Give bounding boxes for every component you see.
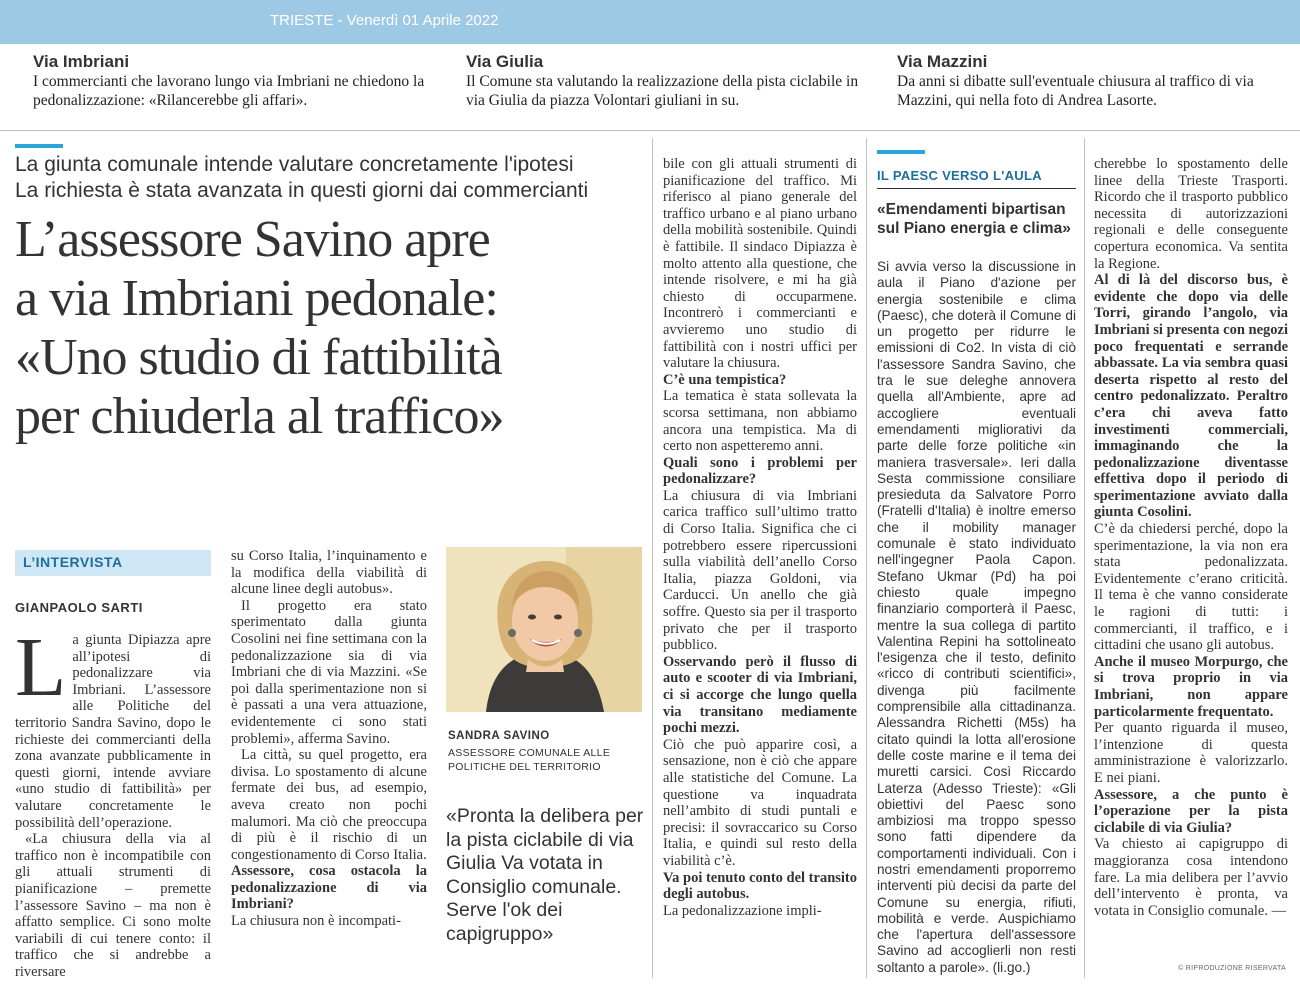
article-column-3 <box>663 156 857 919</box>
author-byline: GIANPAOLO SARTI <box>15 600 143 615</box>
interview-question: Al di là del discorso bus, è evidente che dopo via delle Torri, girando l’angolo, via Imbriani si presenta con negozi poco frequentati e serrande abbassate. La via sembra quasi deserta rispetto al resto del centro pedonalizzato. Peraltro c’era chi aveva fatto investimenti commerciali, immaginando che la pedonalizzazione diventasse effettiva dopo il periodo di sperimentazione avviato dalla giunta Cosolini. <box>1094 272 1288 521</box>
dropcap: L <box>15 621 67 714</box>
article-column-1 <box>15 621 211 980</box>
sidebar-title: «Emendamenti bipartisan sul Piano energia e clima» <box>877 201 1071 237</box>
interview-question: Quali sono i problemi per pedonalizzare? <box>663 454 857 488</box>
sidebar-accent-rule <box>877 150 925 154</box>
copyright-notice: © RIPRODUZIONE RISERVATA <box>1178 965 1286 972</box>
interview-question: Va poi tenuto conto del transito degli autobus. <box>663 869 858 903</box>
paragraph: Per quanto riguarda il museo, l’intenzione di questa amministrazione è valorizzarlo. E nei piani. <box>1094 720 1288 786</box>
teaser-body: I commercianti che lavorano lungo via Imbriani ne chiedono la pedonalizzazione: «Rilancerebbe gli affari». <box>33 73 425 109</box>
sidebar-label: IL PAESC VERSO L'AULA <box>877 168 1042 183</box>
column-divider <box>1084 138 1085 978</box>
interview-question: Assessore, cosa ostacola la pedonalizzazione di via Imbriani? <box>231 863 427 913</box>
paragraph: Il progetto era stato sperimentato dalla giunta Cosolini nei fine settimana con la pedonalizzazione sia di via Imbriani che di via Mazzini. «Se poi dalla sperimentazione non si è passati a una vera attuazione, evidentemente ci sono stati problemi», afferma Savino. <box>231 597 427 747</box>
article-headline <box>15 210 645 446</box>
paragraph: Va chiesto ai capigruppo di maggioranza cosa intendono fare. La mia delibera per l’avvio dell’intervento è pronta, va votata in Consiglio comunale. — <box>1094 836 1288 919</box>
section-label-text: L’INTERVISTA <box>23 554 123 570</box>
paragraph: La chiusura non è incompati- <box>231 913 401 930</box>
paragraph: La tematica è stata sollevata la scorsa settimana, non abbiamo ancora una tempistica. Ma di certo non aspetteremo anni. <box>663 388 857 455</box>
pull-quote: «Pronta la delibera per la pista ciclabile di via Giulia Va votata in Consiglio comunale. Serve l'ok dei capigruppo» <box>446 805 644 945</box>
lead-text: a giunta Dipiazza apre all’ipotesi di pedonalizzare via Imbriani. L’assessore alle Politiche del territorio Sandra Savino, dopo le richieste dei commercianti della zona avanzate pubblicamente in questi giorni, intende avviare «uno studio di fattibilità» per valutare concretamente le possibilità dell’operazione. <box>15 632 211 831</box>
dateline: TRIESTE - Venerdì 01 Aprile 2022 <box>270 12 499 29</box>
photo-caption-role: ASSESSORE COMUNALE ALLE POLITICHE DEL TERRITORIO <box>448 747 611 773</box>
teaser-via-mazzini <box>897 52 1267 110</box>
teaser-title: Via Mazzini <box>897 52 988 71</box>
headline-line: per chiuderla al traffico» <box>15 388 504 445</box>
interview-question: C’è una tempistica? <box>663 371 787 388</box>
interview-question: Anche il museo Morpurgo, che si trova proprio in via Imbriani, non appare particolarmente frequentato. <box>1094 653 1288 720</box>
headline-line: «Uno studio di fattibilità <box>15 329 502 386</box>
portrait-illustration <box>446 547 642 712</box>
paragraph: cherebbe lo spostamento delle linee della Trieste Trasporti. Ricordo che il trasporto pubblico necessita di autorizzazioni regionali e delle conseguente copertura economica. Va sentita la Regione. <box>1094 156 1288 272</box>
kicker-accent-rule <box>15 144 63 148</box>
photo-caption-name: SANDRA SAVINO <box>448 730 550 742</box>
headline-line: L’assessore Savino apre <box>15 211 490 268</box>
teaser-title: Via Imbriani <box>33 52 130 71</box>
portrait-photo <box>446 547 642 712</box>
paragraph: «La chiusura della via al traffico non è incompatibile con gli attuali strumenti di pianificazione – premette l’assessore Savino – ma non è affatto semplice. Ci sono molte variabili di cui tenere conto: il traffico che si andrebbe a riversare <box>15 831 211 980</box>
paragraph: su Corso Italia, l’inquinamento e la modifica della viabilità di alcune linee degli autobus». <box>231 548 427 598</box>
paragraph: C’è da chiedersi perché, dopo la sperimentazione, la via non era stata pedonalizzata. Evidentemente c’erano criticità. Il tema è che vanno considerate le ragioni di tutti: i commercianti, il traffico, e i cittadini che usano gli autobus. <box>1094 521 1288 654</box>
article-column-2 <box>231 548 427 930</box>
interview-question: Assessore, a che punto è l’operazione per la pista ciclabile di via Giulia? <box>1094 786 1288 836</box>
teaser-title: Via Giulia <box>466 52 544 71</box>
paragraph: La pedonalizzazione impli- <box>663 902 822 919</box>
headline-line: a via Imbriani pedonale: <box>15 270 498 327</box>
sidebar-body: Si avvia verso la discussione in aula il Piano d'azione per energia sostenibile e clima (Paesc), che doterà il Comune di un progetto per ridurre le emissioni di Co2. In vista di ciò l'assessore Sandra Savino, che tra le sue deleghe annovera quella all'Ambiente, apre ad accogliere eventuali emendamenti migliorativi da parte delle forze politiche «in maniera trasversale». Ieri dalla Sesta commissione consiliare presieduta da Salvatore Porro (Fratelli d'Italia) è inoltre emerso che il mobility manager comunale è stato individuato nell'ingegner Paola Capon. Stefano Ukmar (Pd) ha poi chiesto quale impegno finanziario comporterà il Paesc, mentre la sua collega di partito Valentina Repini ha sottolineato l'esigenza che il testo, definito «ricco di contributi scientifici», divenga più facilmente comprensibile alla cittadinanza. Alessandra Richetti (M5s) ha citato quindi la lotta all'erosione delle coste marine e il tema dei muretti carsici. Così Riccardo Laterza (Adesso Trieste): «Gli obiettivi del Paesc sono ambiziosi ma troppo spesso sono fatti dipendere da comportamenti individuali. Con i nostri emendamenti proporremo interventi più decisi da parte del Comune su energia, rifiuti, mobilità e verde. Auspichiamo che l'apertura dell'assessore Savino ad accoglierli non resti soltanto a parole». (li.go.) <box>877 259 1076 975</box>
paragraph: bile con gli attuali strumenti di pianificazione del traffico. Mi riferisco al piano generale del traffico urbano e al piano urbano della mobilità sostenibile. Quindi è fattibile. Il sindaco Dipiazza è molto attento alla questione, che intende risolvere, e mi ha già chiesto di occuparmene. Incontrerò i commercianti e avvieremo uno studio di fattibilità con i nostri uffici per valutare la chiusura. <box>663 156 857 372</box>
kicker-line: La giunta comunale intende valutare concretamente l'ipotesi <box>15 153 574 176</box>
article-column-5 <box>1094 156 1288 919</box>
article-kicker <box>15 152 635 204</box>
section-label <box>15 550 211 576</box>
paragraph: La città, su quel progetto, era divisa. Lo spostamento di alcune fermate dei bus, ad esempio, aveva creato non pochi malumori. Ma ciò che preoccupa di più è il rischio di un congestionamento di Corso Italia. <box>231 747 427 863</box>
teaser-body: Da anni si dibatte sull'eventuale chiusura al traffico di via Mazzini, qui nella foto di Andrea Lasorte. <box>897 73 1254 109</box>
column-divider <box>866 138 867 978</box>
dateline-bar <box>0 0 1300 44</box>
kicker-line: La richiesta è stata avanzata in questi giorni dai commercianti <box>15 179 589 202</box>
sidebar-separator <box>877 188 1076 189</box>
teaser-body: Il Comune sta valutando la realizzazione della pista ciclabile in via Giulia da piazza Volontari giuliani in su. <box>466 73 859 109</box>
teaser-via-giulia <box>466 52 866 110</box>
teaser-divider <box>0 130 1300 131</box>
interview-question: Osservando però il flusso di auto e scooter di via Imbriani, ci si accorge che lungo quella via transitano mediamente pochi mezzi. <box>663 653 857 737</box>
column-divider <box>652 138 653 978</box>
teaser-via-imbriani <box>33 52 433 110</box>
paragraph: Ciò che può apparire così, a sensazione, non è ciò che appare alle statistiche del Comune. La questione va inquadrata nell’ambito di studi puntali e precisi: il sovraccarico su Corso Italia, e quindi sul resto della viabilità c’è. <box>663 736 857 869</box>
paragraph: La chiusura di via Imbriani carica traffico sull’ultimo tratto di Corso Italia. Significa che ci potrebbero essere ripercussioni sulla viabilità dell’anello Corso Italia, piazza Goldoni, via Carducci. Un anello che già soffre. Questo sia per il trasporto privato che per il trasporto pubblico. <box>663 487 857 654</box>
